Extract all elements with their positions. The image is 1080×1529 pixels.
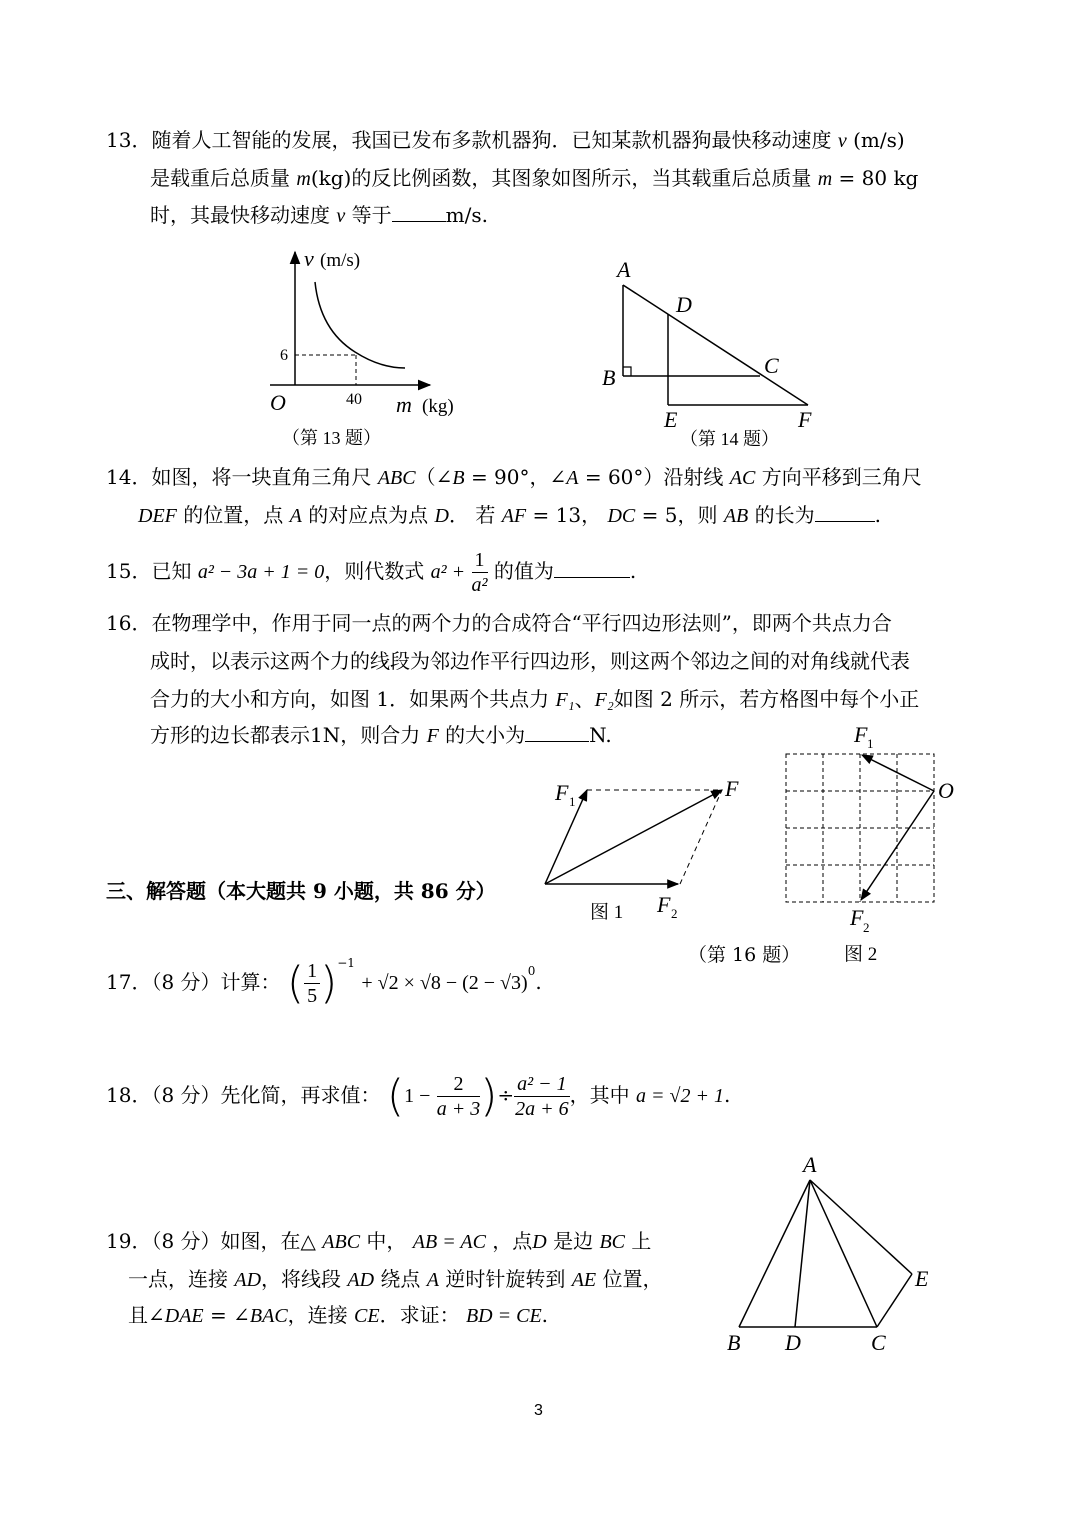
var: D	[532, 1231, 547, 1253]
q16-text: 的大小为	[445, 723, 526, 747]
q14-text: = 5，则	[641, 503, 718, 527]
fig1-caption: 图 1	[590, 902, 624, 923]
label-F2-sub: 2	[863, 920, 870, 935]
q19-text: 是边	[553, 1229, 594, 1253]
q17-line	[106, 938, 542, 1009]
label-F1: F	[555, 780, 569, 805]
grid	[786, 754, 934, 902]
q16-line3	[150, 684, 919, 715]
label-D: D	[676, 292, 692, 317]
q14-text: 方向平移到三角尺	[761, 465, 922, 489]
var: AB = AC	[412, 1231, 486, 1253]
answer-blank[interactable]	[525, 723, 589, 742]
var-v: v	[837, 130, 847, 152]
denominator: 2a + 6	[515, 1098, 569, 1120]
var: F₁	[555, 689, 575, 711]
label-F: F	[725, 776, 739, 801]
label-F1: F	[854, 722, 868, 747]
q19-text: 逆时针旋转到	[445, 1267, 566, 1291]
q13-text: 是载重后总质量	[150, 166, 290, 190]
page-number: 3	[534, 1402, 543, 1419]
q16-figure1	[535, 770, 755, 930]
q16-caption: （第 16 题）	[688, 944, 801, 966]
q16-text: 在物理学中，作用于同一点的两个力的合成符合“平行四边形法则”，即两个共点力合	[151, 611, 892, 635]
var: D	[434, 505, 449, 527]
q18-value: a = √2 + 1	[636, 1085, 724, 1107]
answer-blank[interactable]	[392, 203, 446, 222]
q15-text: .	[629, 559, 637, 583]
var: BAC	[249, 1305, 288, 1327]
var: AB	[723, 505, 749, 527]
q14-text: 的对应点为点	[308, 503, 429, 527]
q13-line1	[106, 125, 905, 156]
var: DEF	[138, 505, 177, 527]
var: B	[452, 467, 465, 489]
q13-unit: m/s.	[445, 203, 488, 227]
q19-text: ．求证：	[379, 1303, 460, 1327]
q18-fraction2	[514, 1072, 570, 1121]
q18-text: ，其中	[569, 1083, 630, 1107]
q16-text: 如图 2 所示，若方格图中每个小正	[613, 687, 920, 711]
q19-line2	[128, 1264, 663, 1295]
q18-number: 18．	[106, 1083, 152, 1107]
q18-text: .	[723, 1083, 731, 1107]
var: A	[289, 505, 302, 527]
var: AE	[571, 1269, 597, 1291]
q13-text: 等于	[351, 203, 392, 227]
seg-AE	[810, 1180, 912, 1274]
seg-AC	[810, 1180, 877, 1327]
q15-line	[106, 548, 636, 597]
y-label: v	[304, 246, 314, 271]
label-C: C	[764, 353, 779, 378]
var-m: m	[296, 168, 311, 190]
q17-text: （8 分）计算：	[151, 970, 281, 994]
numerator: 2	[437, 1072, 481, 1097]
q14-text: （∠	[415, 465, 453, 489]
q16-number: 16．	[106, 611, 152, 635]
x-tick: 40	[346, 391, 362, 408]
label-F1-sub: 1	[569, 794, 576, 809]
q17-fraction	[304, 959, 320, 1008]
label-F: F	[798, 407, 812, 432]
q14-text: 的位置，点	[183, 503, 284, 527]
q13-text: 随着人工智能的发展，我国已发布多款机器狗．已知某款机器狗最快移动速度	[151, 128, 832, 152]
label-F1-sub: 1	[867, 736, 874, 751]
var: A	[566, 467, 579, 489]
q14-line2	[138, 500, 881, 531]
var: A	[426, 1269, 439, 1291]
q19-text: .	[541, 1303, 549, 1327]
seg-AF	[623, 285, 808, 405]
q16-text: 成时，以表示这两个力的线段为邻边作平行四边形，则这两个邻边之间的对角线就代表	[150, 649, 910, 673]
var-m: m	[817, 168, 833, 190]
var: AD	[347, 1269, 375, 1291]
answer-blank[interactable]	[815, 503, 875, 522]
seg-AB	[739, 1180, 810, 1327]
denominator: 5	[307, 985, 318, 1007]
right-angle-mark	[623, 367, 631, 376]
label-E: E	[915, 1266, 929, 1291]
denominator: a²	[471, 574, 488, 596]
q14-number: 14．	[106, 465, 152, 489]
q14-text: = 13，	[532, 503, 602, 527]
section-title: 三、解答题（本大题共 9 小题，共 86 分）	[106, 879, 496, 903]
label-B: B	[602, 365, 616, 390]
label-E: E	[664, 407, 678, 432]
vector-F1	[862, 755, 934, 791]
q14-caption: （第 14 题）	[680, 429, 779, 449]
q19-line1	[106, 1226, 651, 1257]
var: DAE	[164, 1305, 204, 1327]
q19-text: = ∠	[210, 1303, 250, 1327]
answer-blank[interactable]	[554, 559, 630, 578]
q19-text: ，连接	[287, 1303, 348, 1327]
label-D: D	[785, 1330, 801, 1355]
q18-text: （8 分）先化简，再求值：	[151, 1083, 381, 1107]
q16-line4	[150, 720, 612, 751]
label-F2-sub: 2	[671, 906, 678, 921]
q13-text: (kg)的反比例函数，其图象如图所示，当其载重后总质量	[310, 166, 812, 190]
q14-text: 的长为	[754, 503, 815, 527]
q19-figure	[725, 1150, 945, 1360]
q16-text: 合力的大小和方向，如图 1．如果两个共点力	[150, 687, 550, 711]
label-A: A	[803, 1152, 817, 1177]
q18-fraction1	[437, 1072, 481, 1121]
q18-expression: 1 −	[404, 1085, 431, 1107]
q19-text: 绕点	[380, 1267, 421, 1291]
q13-number: 13．	[106, 128, 152, 152]
q17-number: 17．	[106, 970, 152, 994]
q19-text: 中，	[366, 1229, 407, 1253]
q17-expression: + √2 × √8 − (2 − √3)	[361, 972, 528, 994]
paren-right: )	[320, 957, 338, 1009]
q13-line3	[150, 200, 488, 231]
numerator: 1	[472, 548, 488, 573]
q14-text: .	[874, 503, 881, 527]
q13-figure	[260, 240, 480, 455]
var: BC	[599, 1231, 625, 1253]
seg-CE	[877, 1274, 912, 1327]
dashed-right	[680, 790, 722, 884]
q13-line2	[150, 163, 918, 194]
q15-text: ，则代数式	[324, 559, 425, 583]
seg-AD	[795, 1180, 810, 1327]
fig2-caption: 图 2	[844, 944, 878, 965]
label-B: B	[727, 1330, 741, 1355]
y-tick: 6	[280, 347, 288, 364]
q19-text: 位置，	[602, 1267, 663, 1291]
q19-text: 上	[631, 1229, 652, 1253]
q13-text: 时，其最快移动速度	[150, 203, 330, 227]
q14-line1	[106, 462, 922, 493]
q16-text: N.	[589, 723, 612, 747]
origin-label: O	[270, 390, 286, 415]
var: DC	[607, 505, 636, 527]
q19-line3	[128, 1300, 548, 1331]
q16-text: 方形的边长都表示1N，则合力	[150, 723, 421, 747]
q17-text: .	[535, 970, 542, 994]
var: BD = CE	[465, 1305, 542, 1327]
var: ABC	[322, 1231, 361, 1253]
divide-sign: ÷	[497, 1083, 515, 1107]
q15-equation: a² − 3a + 1 = 0	[197, 561, 325, 583]
y-unit: (m/s)	[320, 250, 361, 271]
x-unit: (kg)	[422, 396, 454, 417]
label-O: O	[938, 778, 954, 803]
q14-text: 如图，将一块直角三角尺	[151, 465, 372, 489]
x-label: m	[396, 392, 412, 417]
q16-text: 、	[574, 687, 595, 711]
var: ABC	[377, 467, 416, 489]
paren-right: )	[480, 1070, 498, 1122]
q15-expression: a² +	[430, 561, 466, 583]
numerator: a² − 1	[514, 1072, 570, 1097]
numerator: 1	[304, 959, 320, 984]
q14-text: = 90°，∠	[470, 465, 567, 489]
var: CE	[354, 1305, 380, 1327]
q16-line1	[106, 608, 892, 638]
q18-line	[106, 1070, 730, 1122]
inverse-curve	[315, 282, 405, 368]
label-F2: F	[850, 905, 864, 930]
var: AF	[501, 505, 527, 527]
q15-text: 的值为	[493, 559, 554, 583]
label-C: C	[871, 1330, 886, 1355]
q14-figure	[590, 255, 830, 455]
q19-text: （8 分）如图，在△	[151, 1229, 316, 1253]
paren-left: (	[386, 1070, 405, 1122]
q16-line2	[150, 646, 910, 676]
denominator: a + 3	[436, 1098, 481, 1120]
q14-text: ． 若	[449, 503, 496, 527]
q19-text: 且∠	[128, 1303, 165, 1327]
q13-caption: （第 13 题）	[282, 428, 381, 448]
q19-text: 一点，连接	[128, 1267, 228, 1291]
var: AC	[729, 467, 756, 489]
q19-number: 19．	[106, 1229, 152, 1253]
q19-text: ，将线段	[261, 1267, 342, 1291]
q13-unit: (m/s)	[853, 128, 905, 152]
label-F2: F	[657, 892, 671, 917]
label-A: A	[617, 257, 631, 282]
exponent: −1	[337, 956, 355, 970]
q15-number: 15．	[106, 559, 152, 583]
var: AD	[234, 1269, 262, 1291]
q16-figure2	[770, 720, 980, 970]
exponent: 0	[527, 964, 536, 978]
q13-value: = 80 kg	[838, 166, 919, 190]
var: F	[426, 725, 439, 747]
var-v: v	[336, 205, 346, 227]
q14-text: = 60°）沿射线	[584, 465, 724, 489]
q15-text: 已知	[151, 559, 192, 583]
q19-text: ，点	[492, 1229, 533, 1253]
var: F₂	[594, 689, 614, 711]
q15-fraction	[472, 548, 488, 597]
paren-left: (	[286, 957, 305, 1009]
